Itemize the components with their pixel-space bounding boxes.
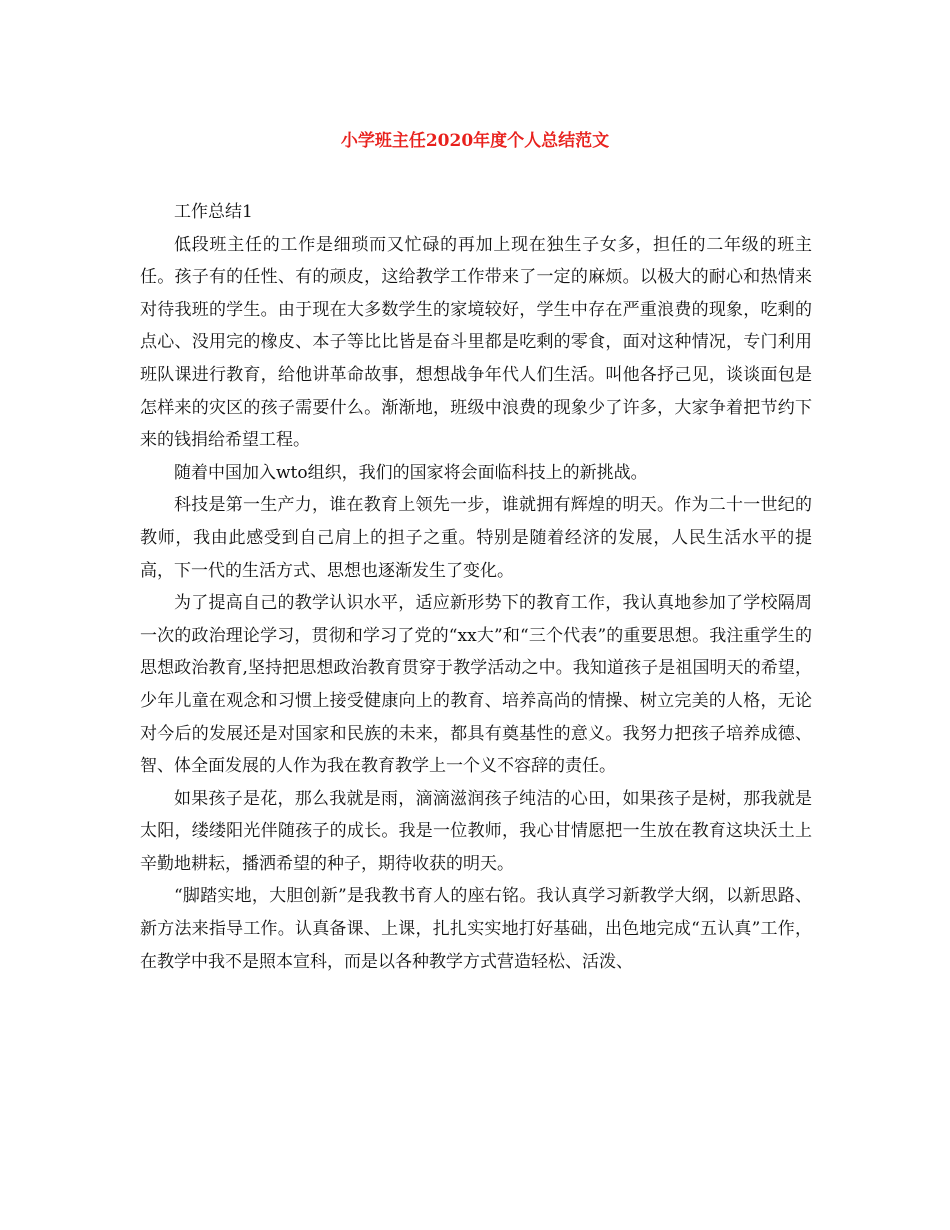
document-body (140, 196, 812, 978)
paragraph-6: “脚踏实地，大胆创新”是我教书育人的座右铭。我认真学习新教学大纲，以新思路、新方法来指导工作。认真备课、上课，扎扎实实地打好基础，出色地完成“五认真”工作，在教学中我不是照本宣科，而是以各种教学方式营造轻松、活泼、 (140, 886, 812, 972)
paragraph-1: 低段班主任的工作是细琐而又忙碌的再加上现在独生子女多，担任的二年级的班主任。孩子有的任性、有的顽皮，这给教学工作带来了一定的麻烦。以极大的耐心和热情来对待我班的学生。由于现在大多数学生的家境较好，学生中存在严重浪费的现象，吃剩的点心、没用完的橡皮、本子等比比皆是奋斗里都是吃剩的零食，面对这种情况，专门利用班队课进行教育，给他讲革命故事，想想战争年代人们生活。叫他各抒己见，谈谈面包是怎样来的灾区的孩子需要什么。渐渐地，班级中浪费的现象少了许多，大家争着把节约下来的钱捐给希望工程。 (140, 234, 812, 451)
paragraph-3: 科技是第一生产力，谁在教育上领先一步，谁就拥有辉煌的明天。作为二十一世纪的教师，我由此感受到自己肩上的担子之重。特别是随着经济的发展，人民生活水平的提高，下一代的生活方式、思想也逐渐发生了变化。 (140, 495, 812, 581)
paragraph-5: 如果孩子是花，那么我就是雨，滴滴滋润孩子纯洁的心田，如果孩子是树，那我就是太阳，缕缕阳光伴随孩子的成长。我是一位教师，我心甘情愿把一生放在教育这块沃土上辛勤地耕耘，播洒希望的种子，期待收获的明天。 (140, 788, 812, 874)
section-heading: 工作总结1 (174, 202, 253, 222)
document-title: 小学班主任2020年度个人总结范文 (340, 131, 610, 151)
paragraph-4: 为了提高自己的教学认识水平，适应新形势下的教育工作，我认真地参加了学校隔周一次的政治理论学习，贯彻和学习了党的“xx大”和“三个代表”的重要思想。我注重学生的思想政治教育,坚持把思想政治教育贯穿于教学活动之中。我知道孩子是祖国明天的希望，少年儿童在观念和习惯上接受健康向上的教育、培养高尚的情操、树立完美的人格，无论对今后的发展还是对国家和民族的未来，都具有奠基性的意义。我努力把孩子培养成德、智、体全面发展的人作为我在教育教学上一个义不容辞的责任。 (140, 593, 812, 777)
paragraph-2: 随着中国加入wto组织，我们的国家将会面临科技上的新挑战。 (174, 462, 648, 483)
